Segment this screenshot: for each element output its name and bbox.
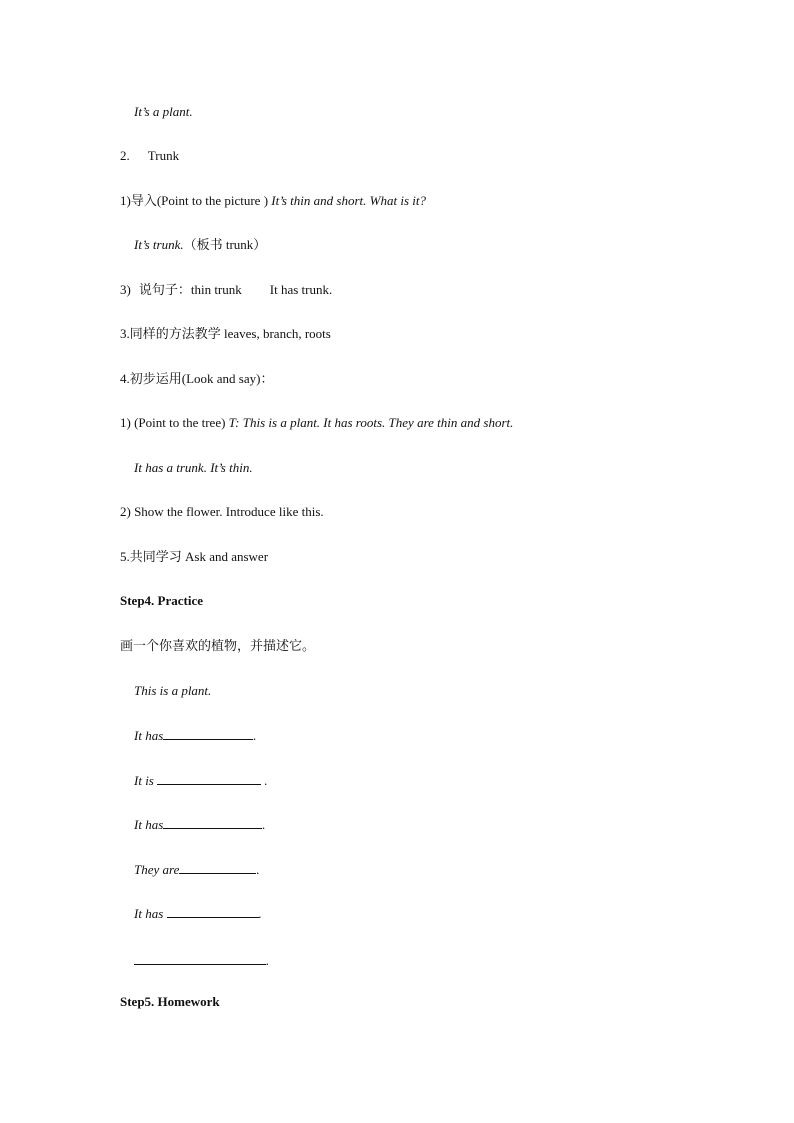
- step5-heading: [120, 994, 220, 1010]
- show-flower-line: [120, 504, 324, 520]
- practice-line-4: [134, 816, 266, 833]
- section-heading: Step5. Homework: [120, 994, 220, 1009]
- fill-blank[interactable]: [163, 816, 262, 829]
- text-its-a-plant: It’s a plant.: [134, 104, 193, 119]
- period: .: [258, 906, 262, 921]
- practice-line-7: [134, 952, 269, 969]
- practice-line-1: [134, 683, 211, 699]
- item-number: 2.: [120, 148, 130, 163]
- point-tree-line: [120, 415, 513, 431]
- point-tree-prefix: 1) (Point to the tree): [120, 415, 226, 430]
- draw-task-text: 画一个你喜欢的植物，并描述它。: [120, 638, 316, 653]
- practice-text: It has: [134, 817, 164, 832]
- apply-text: 4.初步运用(Look and say)：: [120, 371, 274, 386]
- say-sentence-line: [120, 282, 332, 298]
- say-sentence-a: 说句子：thin trunk: [138, 282, 242, 297]
- example-sentence: [134, 104, 193, 120]
- fill-blank[interactable]: [163, 727, 253, 740]
- ask-answer-line: [120, 549, 268, 565]
- say-sentence-b: It has trunk.: [269, 282, 333, 297]
- practice-line-2: [134, 727, 257, 744]
- period: .: [266, 953, 270, 968]
- practice-line-3: [134, 772, 268, 789]
- trunk-answer: It’s trunk.: [134, 237, 184, 252]
- fill-blank[interactable]: [157, 772, 261, 785]
- practice-text: It has: [134, 906, 164, 921]
- practice-text: It has: [134, 728, 164, 743]
- step4-heading: [120, 593, 203, 609]
- item-number: 3): [120, 282, 131, 297]
- fill-blank[interactable]: [167, 905, 259, 918]
- period: .: [264, 773, 268, 788]
- trunk-answer-line: [134, 237, 266, 253]
- practice-text: They are: [134, 862, 180, 877]
- practice-text: This is a plant.: [134, 683, 212, 698]
- item-2-trunk: [120, 148, 179, 164]
- intro-question: It’s thin and short. What is it?: [271, 193, 426, 208]
- point-tree-dialogue: T: This is a plant. It has roots. They are thin and short.: [228, 415, 514, 430]
- period: .: [256, 862, 260, 877]
- section-heading: Step4. Practice: [120, 593, 204, 608]
- same-method-line: [120, 326, 331, 342]
- trunk-thin-text: It has a trunk. It’s thin.: [134, 460, 253, 475]
- period: .: [253, 728, 257, 743]
- fill-blank[interactable]: [179, 861, 256, 874]
- item-title: Trunk: [147, 148, 180, 163]
- intro-line: [120, 193, 426, 209]
- ask-answer-text: 5.共同学习 Ask and answer: [120, 549, 269, 564]
- practice-line-5: [134, 861, 260, 878]
- show-flower-text: 2) Show the flower. Introduce like this.: [120, 504, 324, 519]
- intro-prefix: 1)导入(Point to the picture ): [120, 193, 269, 208]
- fill-blank[interactable]: [134, 952, 266, 965]
- practice-line-6: [134, 905, 262, 922]
- blackboard-note: （板书 trunk）: [183, 237, 267, 252]
- draw-task-line: [120, 638, 315, 654]
- apply-line: [120, 371, 273, 387]
- trunk-thin-line: [134, 460, 253, 476]
- same-method-text: 3.同样的方法教学 leaves, branch, roots: [120, 326, 331, 341]
- practice-text: It is: [134, 773, 154, 788]
- period: .: [262, 817, 266, 832]
